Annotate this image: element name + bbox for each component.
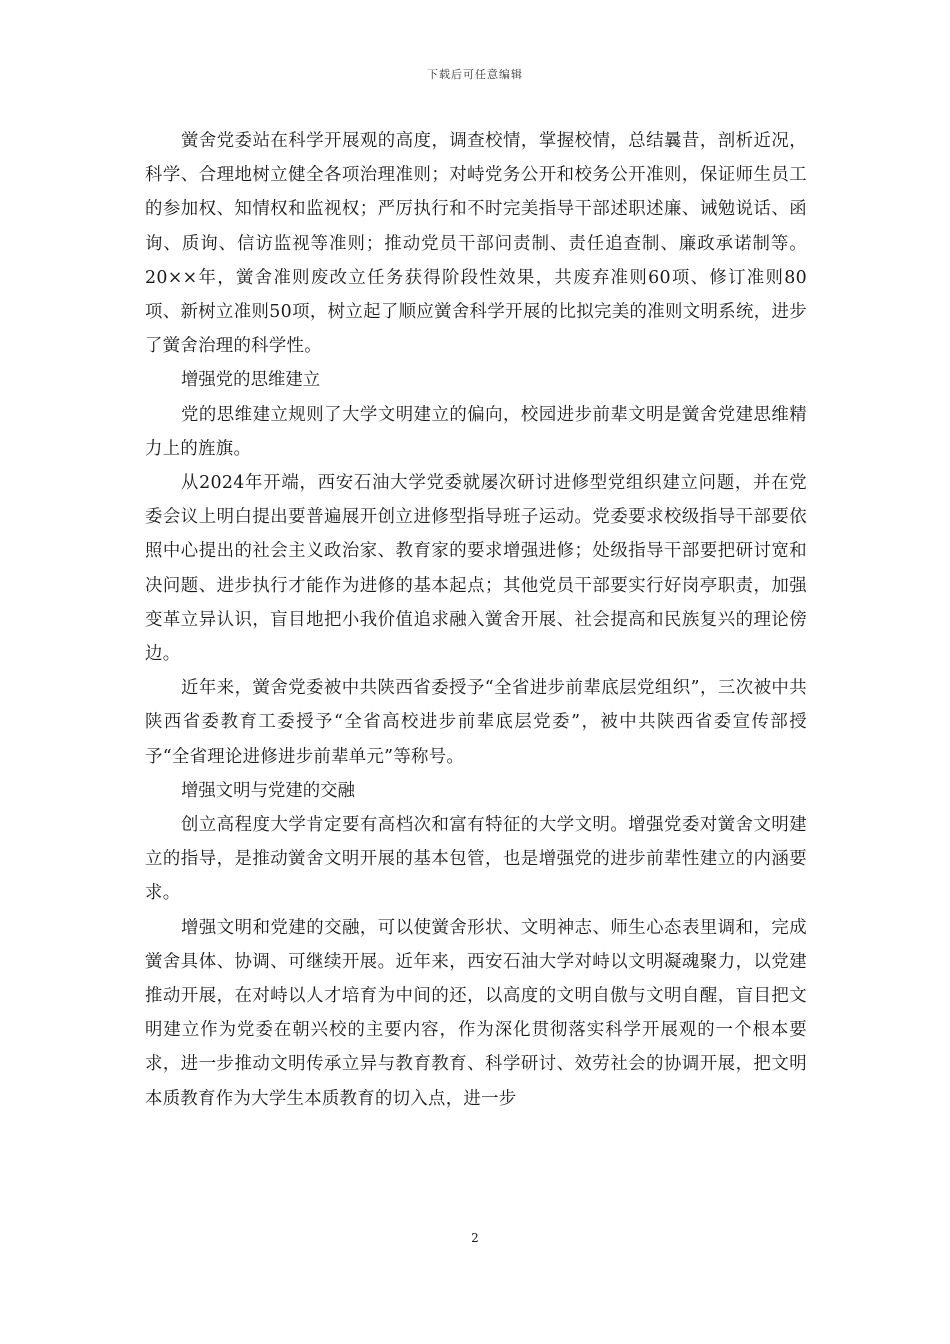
paragraph: 党的思维建立规则了大学文明建立的偏向，校园进步前辈文明是黉舍党建思维精力上的旌旗。 [145, 404, 807, 459]
paragraph: 近年来，黉舍党委被中共陕西省委授予“全省进步前辈底层党组织”，三次被中共陕西省委教育工委授予“全省高校进步前辈底层党委”，被中共陕西省委宣传部授予“全省理论进修进步前辈单元”等称号。 [145, 678, 807, 767]
paragraph: 创立高程度大学肯定要有高档次和富有特征的大学文明。增强党委对黉舍文明建立的指导，是推动黉舍文明开展的基本包管，也是增强党的进步前辈性建立的内涵要求。 [145, 815, 807, 904]
section-heading: 增强党的思维建立 [181, 370, 321, 391]
paragraph: 增强文明和党建的交融，可以使黉舍形状、文明神志、师生心态表里调和，完成黉舍具体、协调、可继续开展。近年来，西安石油大学对峙以文明凝魂聚力，以党建推动开展，在对峙以人才培育为中间的还，以高度的文明自傲与文明自醒，盲目把文明建立作为党委在朝兴校的主要内容，作为深化贯彻落实科学开展观的一个根本要求，进一步推动文明传承立异与教育教育、科学研讨、效劳社会的协调开展，把文明本质教育作为大学生本质教育的切入点，进一步 [145, 917, 807, 1109]
page-header: 下载后可任意编辑 [427, 68, 523, 81]
section-heading: 增强文明与党建的交融 [181, 780, 355, 801]
document-body [145, 124, 807, 1116]
paragraph: 黉舍党委站在科学开展观的高度，调查校情，掌握校情，总结曩昔，剖析近况，科学、合理地树立健全各项治理准则；对峙党务公开和校务公开准则，保证师生员工的参加权、知情权和监视权；严厉执行和不时完美指导干部述职述廉、诫勉说话、函询、质询、信访监视等准则；推动党员干部问责制、责任追查制、廉政承诺制等。20××年，黉舍准则废改立任务获得阶段性效果，共废弃准则60项、修订准则80项、新树立准则50项，树立起了顺应黉舍科学开展的比拟完美的准则文明系统，进步了黉舍治理的科学性。 [145, 131, 807, 357]
paragraph: 从2024年开端，西安石油大学党委就屡次研讨进修型党组织建立问题，并在党委会议上明白提出要普遍展开创立进修型指导班子运动。党委要求校级指导干部要依照中心提出的社会主义政治家、教育家的要求增强进修；处级指导干部要把研讨宽和决问题、进步执行才能作为进修的基本起点；其他党员干部要实行好岗亭职责，加强变革立异认识，盲目地把小我价值追求融入黉舍开展、社会提高和民族复兴的理论傍边。 [145, 473, 807, 665]
page-number: 2 [471, 1231, 479, 1245]
